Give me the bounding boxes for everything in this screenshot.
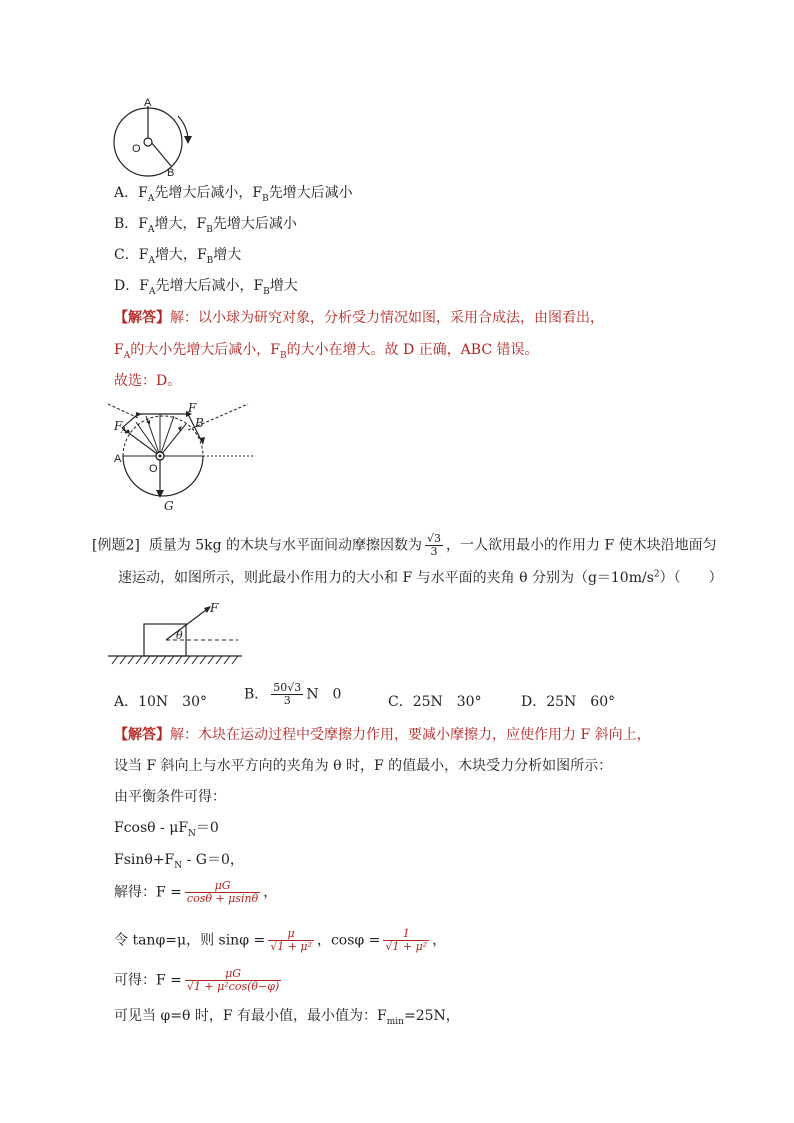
question-text: 质量为 5kg 的木块与水平面间动摩擦因数为 bbox=[148, 537, 423, 554]
force-subscript: A bbox=[147, 193, 155, 204]
fraction-numerator: 50√3 bbox=[273, 681, 302, 694]
fig2-label-o: O bbox=[149, 463, 158, 475]
fraction-numerator: μG bbox=[185, 880, 260, 893]
force-symbol: F bbox=[138, 185, 148, 201]
fraction-denominator: √1 + μ²cos(θ−φ) bbox=[186, 980, 280, 993]
equation-text: 可得：F = bbox=[114, 972, 182, 989]
fraction-numerator: μ bbox=[268, 928, 314, 941]
force-symbol: F bbox=[196, 216, 207, 232]
fig2-label-a: A bbox=[114, 453, 122, 465]
q1-answer-choice: 故选：D。 bbox=[114, 373, 182, 389]
option-text: 增大 bbox=[269, 278, 298, 294]
sol2-line2: 设当 F 斜向上与水平方向的夹角为 θ 时，F 的值最小，木块受力分析如图所示： bbox=[114, 758, 613, 774]
sol2-solve bbox=[114, 880, 277, 905]
force-subscript: A bbox=[148, 224, 155, 235]
force-subscript: A bbox=[148, 286, 156, 297]
option-letter: B． bbox=[114, 216, 139, 232]
fraction-numerator: 1 bbox=[383, 928, 429, 941]
example2-option-d: D．25N 60° bbox=[521, 694, 616, 710]
force-analysis-figure bbox=[108, 400, 258, 515]
option-d bbox=[114, 276, 298, 296]
equation-subscript: N bbox=[188, 828, 196, 839]
sol2-let bbox=[114, 928, 446, 953]
example-label: [例题2] bbox=[92, 537, 140, 554]
force-subscript: A bbox=[123, 350, 131, 361]
fig1-label-b: B bbox=[167, 167, 175, 178]
block-force-figure bbox=[108, 600, 248, 665]
fraction-denominator: 3 bbox=[283, 694, 291, 707]
option-letter: D． bbox=[114, 278, 140, 294]
option-text: 增大 bbox=[213, 247, 242, 263]
force-symbol: F bbox=[138, 247, 149, 263]
sol2-final bbox=[114, 1006, 460, 1026]
option-a bbox=[114, 183, 353, 203]
fraction-denominator: √1 + μ² bbox=[270, 940, 312, 953]
example2-option-c: C．25N 30° bbox=[388, 694, 482, 710]
option-text: N 0 bbox=[306, 686, 342, 703]
fraction-denominator: 3 bbox=[430, 545, 438, 558]
sol2-eq2 bbox=[114, 850, 244, 870]
question-text: 速运动，如图所示，则此最小作用力的大小和 F 与水平面的夹角 θ 分别为（g＝10m/s bbox=[118, 570, 654, 586]
q1-answer-line1 bbox=[114, 308, 604, 328]
fraction-numerator: μG bbox=[185, 968, 281, 981]
force-subscript: B bbox=[206, 255, 214, 266]
mu-fraction bbox=[425, 533, 443, 558]
fig2-label-fb-sub: B bbox=[195, 416, 204, 430]
solve-fraction bbox=[185, 880, 260, 905]
force-symbol: F bbox=[252, 185, 263, 201]
q1-answer-line2 bbox=[114, 340, 539, 360]
option-letter: B． bbox=[244, 686, 269, 703]
answer-tag: 【解答】 bbox=[114, 727, 170, 743]
option-text: 增大， bbox=[154, 247, 197, 263]
equation-subscript: N bbox=[174, 860, 183, 871]
option-b bbox=[114, 214, 297, 234]
answer-text: 的大小先增大后减小，F bbox=[130, 342, 280, 358]
equation-text: 可见当 φ=θ 时，F 有最小值，最小值为：F bbox=[114, 1008, 387, 1024]
answer-text: 的大小在增大。故 D 正确，ABC 错误。 bbox=[286, 342, 539, 358]
sol2-line1 bbox=[114, 725, 651, 745]
fig3-label-f: F bbox=[210, 601, 219, 615]
force-symbol: F bbox=[139, 278, 149, 294]
force-symbol: F bbox=[114, 342, 124, 358]
answer-text: 解：木块在运动过程中受摩擦力作用，要减小摩擦力，应使作用力 F 斜向上， bbox=[170, 727, 651, 743]
equation-text: ， bbox=[432, 932, 447, 949]
force-symbol: F bbox=[196, 247, 207, 263]
equation-subscript: min bbox=[386, 1016, 404, 1027]
equation-text: 解得：F = bbox=[114, 884, 182, 901]
circle-rotation-figure bbox=[108, 98, 198, 178]
fraction-denominator: cosθ + μsinθ bbox=[186, 892, 259, 905]
force-subscript: B bbox=[279, 350, 287, 361]
sol2-eq1 bbox=[114, 818, 219, 838]
equation-text: Fcosθ - μF bbox=[114, 820, 189, 836]
force-subscript: B bbox=[262, 193, 269, 204]
fraction-denominator: √1 + μ² bbox=[385, 940, 428, 953]
fig3-label-theta: θ bbox=[176, 629, 183, 642]
fig1-label-a: A bbox=[144, 98, 152, 109]
answer-tag: 【解答】 bbox=[114, 310, 170, 326]
example2-option-b bbox=[244, 682, 341, 707]
force-symbol: F bbox=[253, 278, 264, 294]
option-letter: A． bbox=[114, 185, 139, 201]
answer-text: 解：以小球为研究对象，分析受力情况如图，采用合成法，由图看出， bbox=[170, 310, 604, 326]
equation-text: ，cosφ = bbox=[316, 932, 381, 949]
fig2-label-g: G bbox=[164, 499, 174, 513]
option-text: 先增大后减小， bbox=[155, 278, 254, 294]
fig2-label-fa: F bbox=[114, 419, 123, 433]
option-b-fraction bbox=[271, 682, 303, 707]
equation-text: =25N， bbox=[403, 1008, 460, 1024]
force-subscript: B bbox=[263, 286, 270, 297]
fig2-label-fb: F bbox=[188, 401, 197, 415]
equation-text: - G＝0， bbox=[182, 852, 244, 868]
sol2-result bbox=[114, 968, 284, 993]
force-symbol: F bbox=[138, 216, 149, 232]
option-letter: C． bbox=[114, 247, 139, 263]
option-text: 先增大后减小， bbox=[154, 185, 253, 201]
fig2-label-fa-sub: A bbox=[121, 426, 127, 435]
option-text: 增大， bbox=[154, 216, 197, 232]
equation-text: ＝0 bbox=[195, 820, 219, 836]
example2-option-a: A．10N 30° bbox=[114, 694, 207, 710]
result-fraction bbox=[185, 968, 281, 993]
sin-fraction bbox=[268, 928, 314, 953]
example2-line1 bbox=[92, 533, 717, 558]
option-c bbox=[114, 245, 241, 265]
option-text: 先增大后减小 bbox=[268, 185, 353, 201]
question-text: ）（ ） bbox=[659, 570, 723, 586]
equation-text: Fsinθ+F bbox=[114, 852, 175, 868]
force-subscript: B bbox=[206, 224, 213, 235]
sol2-line3: 由平衡条件可得： bbox=[114, 789, 226, 805]
example2-line2 bbox=[118, 568, 723, 588]
fig1-label-o: O bbox=[132, 143, 141, 155]
superscript: 2 bbox=[653, 569, 660, 580]
equation-text: 令 tanφ=μ，则 sinφ = bbox=[114, 932, 266, 949]
cos-fraction bbox=[383, 928, 429, 953]
option-text: 先增大后减小 bbox=[212, 216, 297, 232]
equation-text: ， bbox=[263, 884, 278, 901]
fraction-numerator: √3 bbox=[427, 532, 442, 545]
force-subscript: A bbox=[148, 255, 155, 266]
question-text: ，一人欲用最小的作用力 F 使木块沿地面匀 bbox=[446, 537, 717, 554]
